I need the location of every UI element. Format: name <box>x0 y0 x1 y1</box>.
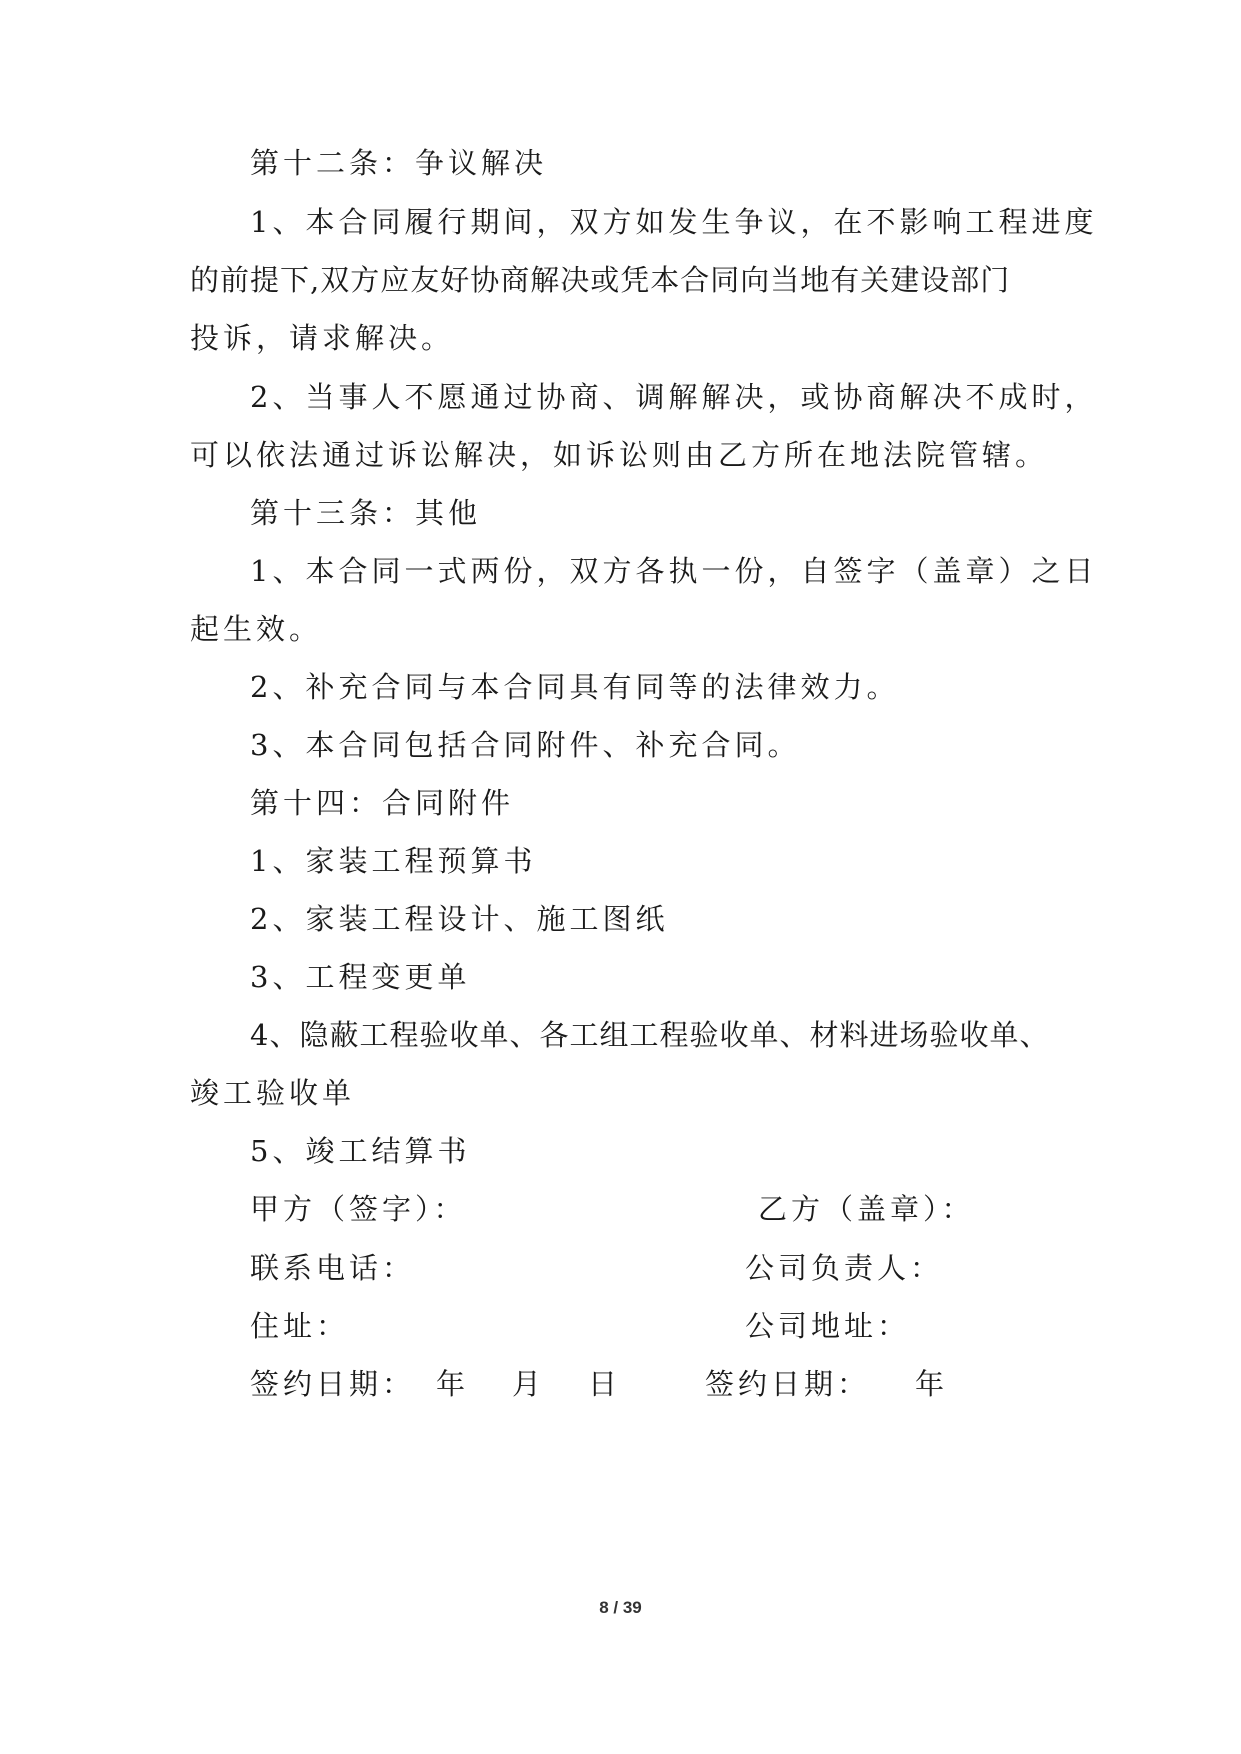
paragraph-line: 1、本合同履行期间，双方如发生争议，在不影响工程进度 <box>250 205 1098 239</box>
page-number: 8 / 39 <box>599 1598 642 1617</box>
paragraph-line: 2、当事人不愿通过协商、调解解决，或协商解决不成时， <box>250 380 1098 414</box>
paragraph-line: 1、本合同一式两份，双方各执一份，自签字（盖章）之日 <box>250 554 1098 588</box>
day-a-label: 日 <box>588 1367 622 1401</box>
paragraph-line: 2、补充合同与本合同具有同等的法律效力。 <box>250 670 900 704</box>
company-address-label: 公司地址： <box>745 1309 911 1343</box>
signature-row-parties <box>250 1189 1080 1229</box>
phone-label: 联系电话： <box>250 1251 416 1285</box>
article-13-heading: 第十三条：其他 <box>250 496 482 530</box>
list-item: 2、家装工程设计、施工图纸 <box>250 902 669 936</box>
signature-row-date <box>250 1364 1080 1404</box>
article-14-heading: 第十四：合同附件 <box>250 786 515 820</box>
signature-row-contact <box>250 1248 1080 1288</box>
sign-date-b-label: 签约日期： <box>705 1367 871 1401</box>
list-item: 3、工程变更单 <box>250 960 471 994</box>
year-b-label: 年 <box>915 1367 949 1401</box>
signature-row-address <box>250 1306 1080 1346</box>
party-b-label: 乙方（盖章）： <box>758 1192 975 1226</box>
list-item-continuation: 竣工验收单 <box>190 1076 356 1110</box>
month-a-label: 月 <box>512 1367 546 1401</box>
paragraph-line: 投诉，请求解决。 <box>190 321 455 355</box>
sign-date-a-label: 签约日期： <box>250 1367 416 1401</box>
paragraph-line: 的前提下,双方应友好协商解决或凭本合同向当地有关建设部门 <box>190 263 1011 297</box>
article-12-heading: 第十二条：争议解决 <box>250 146 548 180</box>
paragraph-line: 可以依法通过诉讼解决，如诉讼则由乙方所在地法院管辖。 <box>190 438 1049 472</box>
list-item: 4、隐蔽工程验收单、各工组工程验收单、材料进场验收单、 <box>250 1018 1050 1052</box>
address-label: 住址： <box>250 1309 350 1343</box>
paragraph-line: 3、本合同包括合同附件、补充合同。 <box>250 728 801 762</box>
company-head-label: 公司负责人： <box>745 1251 944 1285</box>
party-a-label: 甲方（签字）： <box>250 1192 467 1226</box>
list-item: 5、竣工结算书 <box>250 1134 471 1168</box>
paragraph-line: 起生效。 <box>190 612 323 646</box>
year-a-label: 年 <box>436 1367 470 1401</box>
list-item: 1、家装工程预算书 <box>250 844 537 878</box>
